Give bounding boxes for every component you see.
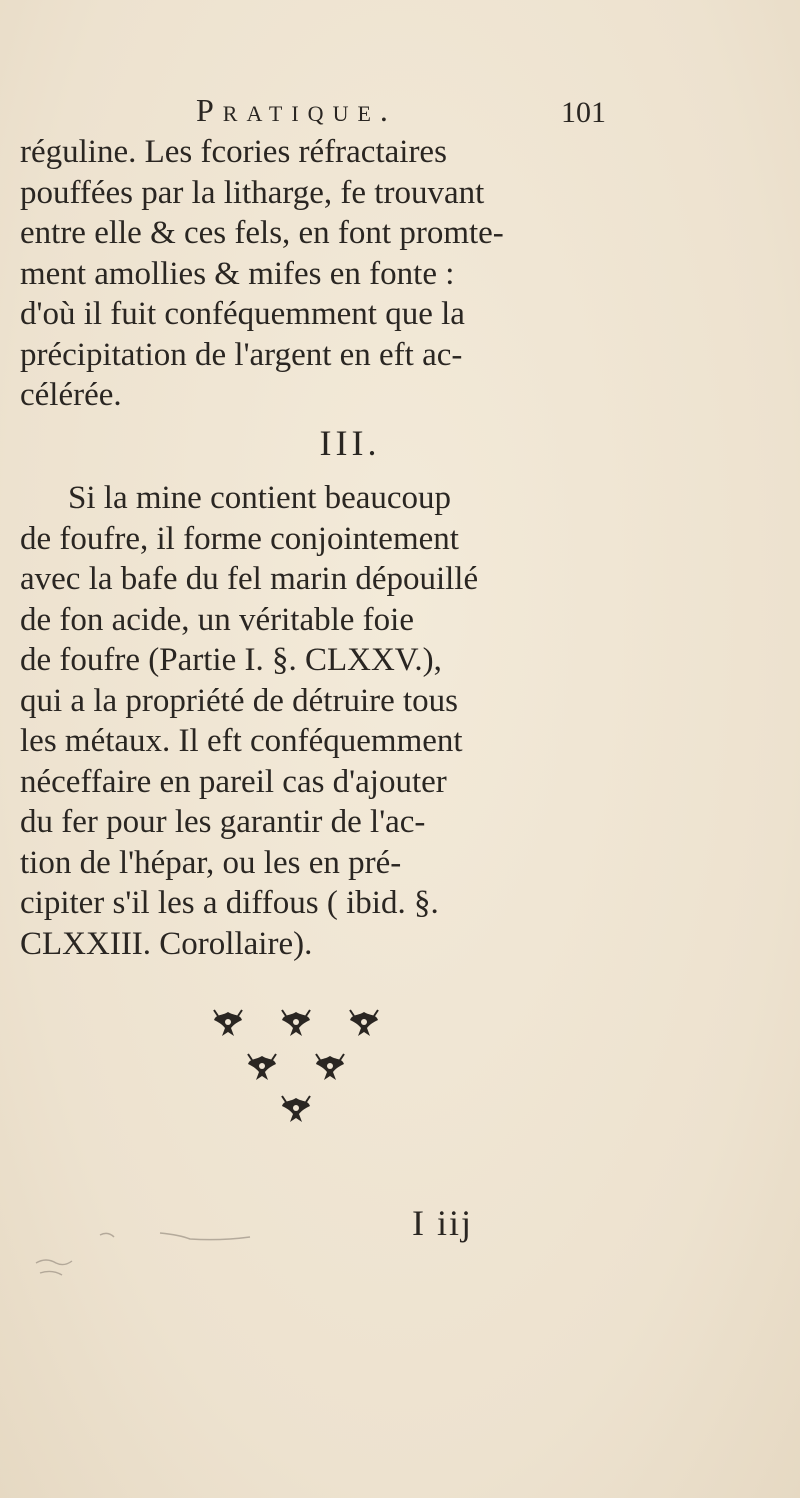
fleuron-ornament-icon [200,1000,400,1130]
text-line: de foufre, il forme conjointement [20,520,459,557]
text-line: les métaux. Il eft conféquemment [20,723,463,759]
paragraph-2 [20,478,596,964]
text-line: réguline. Les fcories réfractaires [20,134,447,170]
section-heading: III. [319,423,381,463]
page-number: 101 [561,96,606,129]
text-line: entre elle & ces fels, en font promte- [20,215,504,251]
signature-mark: I iij [412,1203,473,1243]
text-line: pouffées par la litharge, fe trouvant [20,174,485,211]
text-line: CLXXIII. Corollaire). [20,925,313,962]
text-line: tion de l'hépar, ou les en pré- [20,844,402,881]
text-line: de foufre (Partie I. §. CLXXV.), [20,642,442,678]
text-line: Si la mine contient beaucoup [68,480,452,516]
text-line: du fer pour les garantir de l'ac- [20,804,426,840]
text-line: de fon acide, un véritable foie [20,601,414,638]
text-line: avec la bafe du fel marin dépouillé [20,561,479,597]
text-line: ment amollies & mifes en fonte : [20,255,455,292]
text-line: qui a la propriété de détruire tous [20,682,459,719]
running-title: Pratique. [196,92,397,128]
paragraph-1 [20,132,596,416]
text-line: célérée. [20,377,122,413]
text-line: néceffaire en pareil cas d'ajouter [20,763,447,800]
text-line: précipitation de l'argent en eft ac- [20,336,463,373]
text-line: d'où il fuit conféquemment que la [20,296,465,332]
text-line: cipiter s'il les a diffous ( ibid. §. [20,885,439,921]
bleed-through-smudge [30,1225,300,1285]
